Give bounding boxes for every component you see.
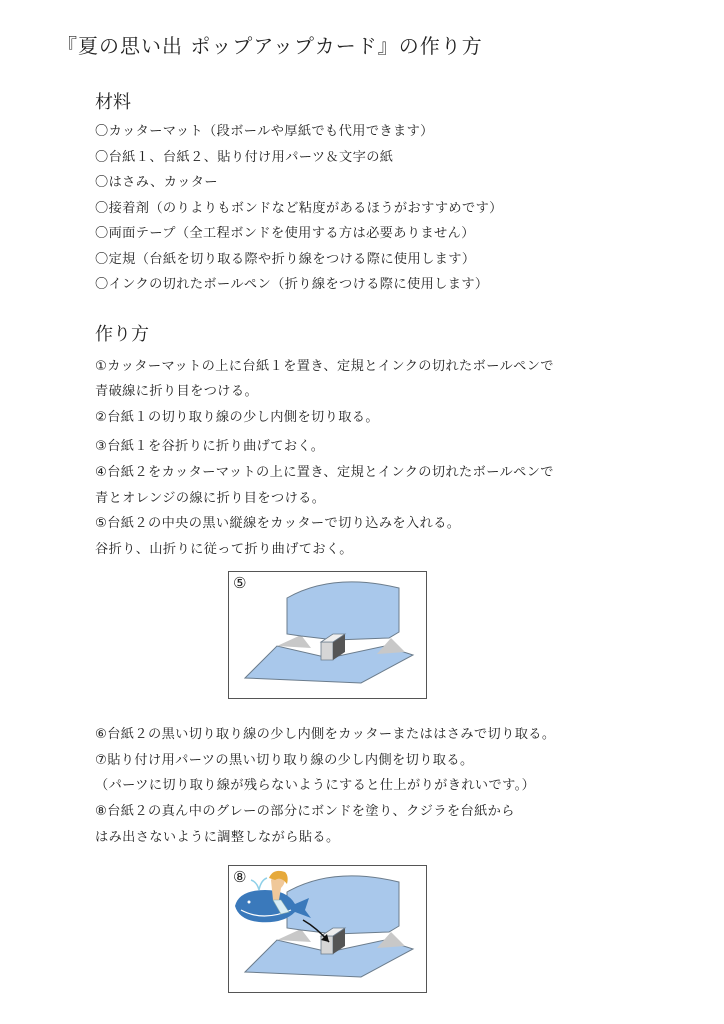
popup-cube-front: [321, 642, 333, 660]
shadow-right: [377, 638, 405, 654]
step-line: 青破線に折り目をつける。: [95, 384, 259, 399]
popup-card-with-whale-illustration: [229, 866, 426, 992]
step-line: ⑤台紙２の中央の黒い縦線をカッターで切り込みを入れる。: [95, 516, 461, 531]
figure-5: [228, 571, 427, 699]
material-item: 〇接着剤（のりよりもボンドなど粘度があるほうがおすすめです）: [95, 201, 503, 216]
figure-8-label: ⑧: [233, 868, 247, 886]
step-line: ④台紙２をカッターマットの上に置き、定規とインクの切れたボールペンで: [95, 465, 554, 480]
shadow-right: [377, 932, 405, 948]
material-item: 〇定規（台紙を切り取る際や折り線をつける際に使用します）: [95, 252, 476, 267]
card-back: [287, 582, 399, 640]
material-item: 〇カッターマット（段ボールや厚紙でも代用できます）: [95, 124, 434, 139]
material-item: 〇両面テープ（全工程ボンドを使用する方は必要ありません）: [95, 226, 475, 241]
material-item: 〇台紙１、台紙２、貼り付け用パーツ＆文字の紙: [95, 150, 394, 165]
figure-5-label: ⑤: [233, 574, 247, 592]
materials-heading: 材料: [95, 92, 131, 113]
step-line: （パーツに切り取り線が残らないようにすると仕上がりがきれいです。）: [95, 778, 536, 793]
method-heading: 作り方: [95, 324, 149, 345]
step-line: ⑦貼り付け用パーツの黒い切り取り線の少し内側を切り取る。: [95, 753, 474, 768]
step-line: 谷折り、山折りに従って折り曲げておく。: [95, 542, 353, 557]
step-line: ②台紙１の切り取り線の少し内側を切り取る。: [95, 410, 379, 425]
step-line: ③台紙１を谷折りに折り曲げておく。: [95, 439, 325, 454]
material-item: 〇インクの切れたボールペン（折り線をつける際に使用します）: [95, 277, 489, 292]
step-line: はみ出さないように調整しながら貼る。: [95, 830, 340, 845]
step-line: ①カッターマットの上に台紙１を置き、定規とインクの切れたボールペンで: [95, 359, 554, 374]
step-line: ⑧台紙２の真ん中のグレーの部分にボンドを塗り、クジラを台紙から: [95, 804, 515, 819]
material-item: 〇はさみ、カッター: [95, 175, 218, 190]
popup-card-illustration: [229, 572, 426, 698]
step-line: 青とオレンジの線に折り目をつける。: [95, 491, 326, 506]
figure-8: [228, 865, 427, 993]
step-line: ⑥台紙２の黒い切り取り線の少し内側をカッターまたははさみで切り取る。: [95, 727, 556, 742]
page-title: 『夏の思い出 ポップアップカード』の作り方: [57, 34, 483, 58]
